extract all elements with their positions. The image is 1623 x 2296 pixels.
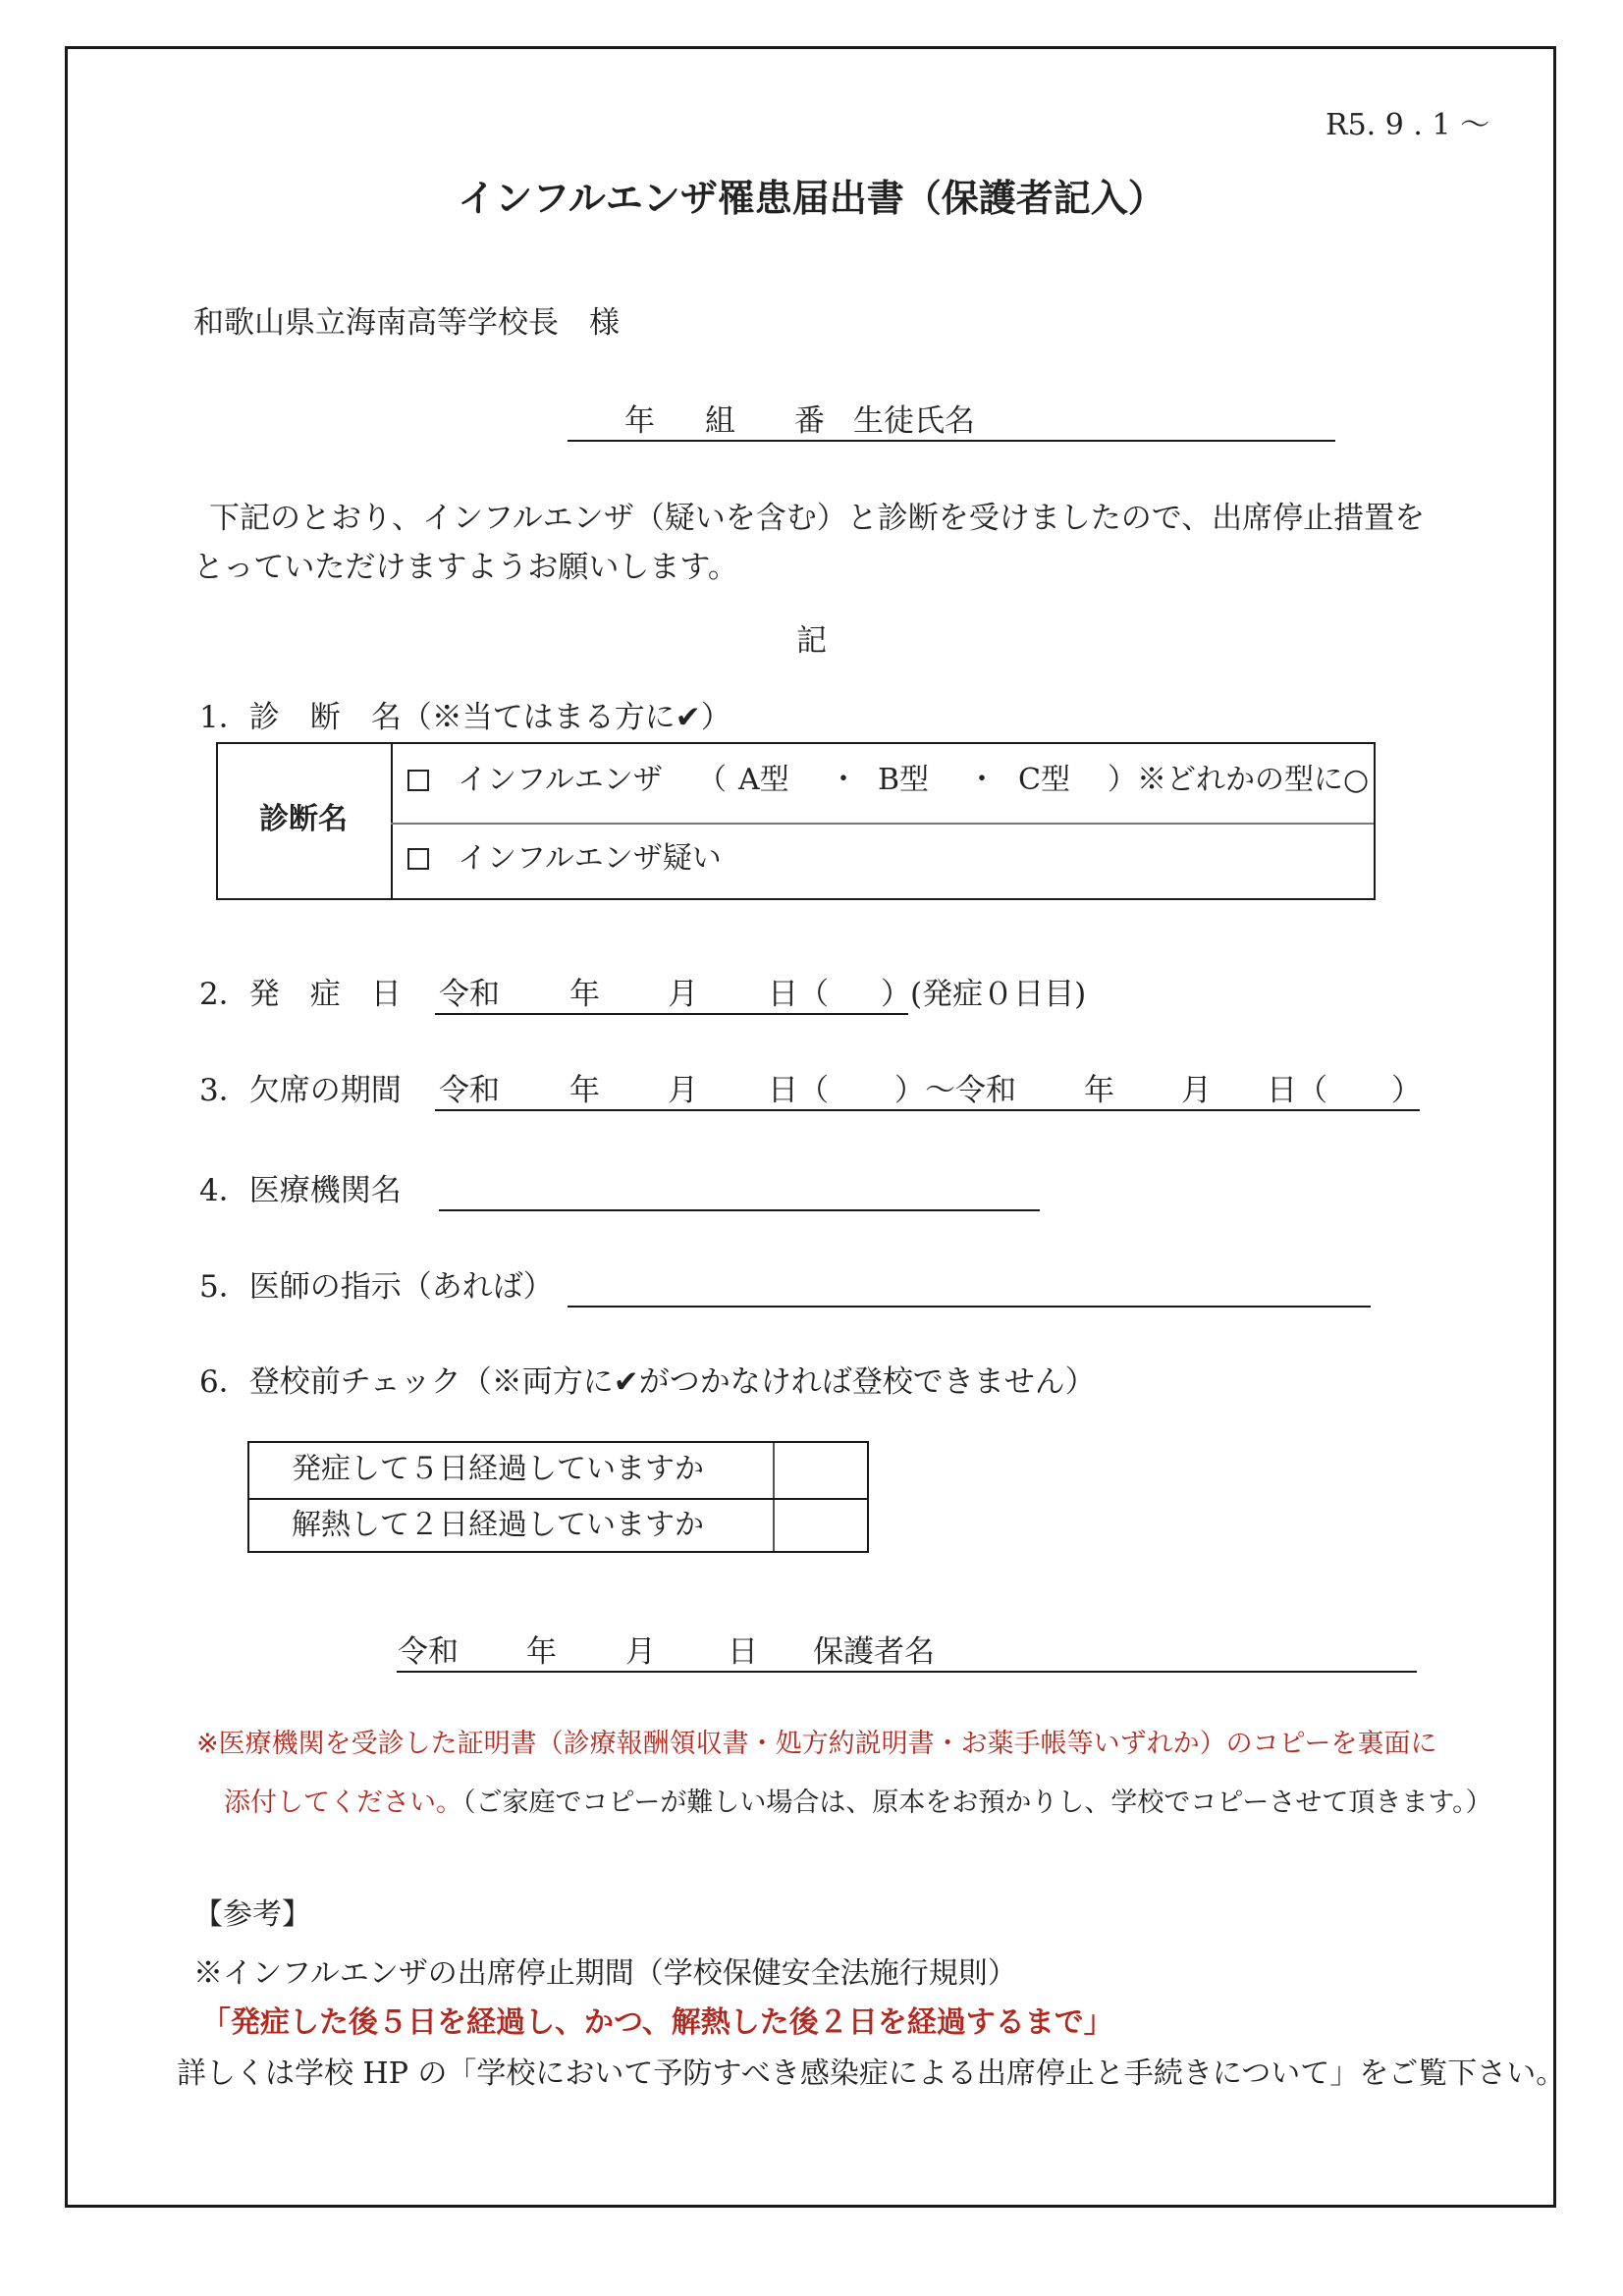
reference-period: ※インフルエンザの出席停止期間（学校保健安全法施行規則） <box>193 1956 1017 1991</box>
onset-heading: 2．発 症 日 <box>199 977 402 1012</box>
type-close-paren: ） <box>1108 763 1137 797</box>
doctor-instruction-heading: 5．医師の指示（あれば） <box>199 1269 554 1305</box>
type-b-option[interactable]: B型 <box>878 763 930 797</box>
guardian-name-label: 保護者名 <box>813 1634 935 1670</box>
medical-institution-field[interactable] <box>439 1209 1040 1211</box>
precheck-row-divider <box>249 1498 867 1500</box>
onset-reiwa: 令和 <box>439 977 500 1012</box>
absence-period-field[interactable] <box>435 1109 1420 1111</box>
precheck-row-2-label: 解熱して２日経過していますか <box>292 1508 704 1542</box>
absence-reiwa: 令和 <box>439 1073 500 1108</box>
precheck-row-1-checkbox[interactable] <box>776 1445 866 1494</box>
student-number-label: 番 <box>794 403 825 439</box>
absence-heading: 3．欠席の期間 <box>199 1073 402 1108</box>
signature-month: 月 <box>625 1634 656 1670</box>
version-label: R5. 9 . 1 〜 <box>1325 108 1490 142</box>
absence-close-paren: ） <box>1391 1073 1422 1108</box>
absence-month: 月 <box>668 1073 698 1108</box>
type-a-option[interactable]: A型 <box>738 763 789 797</box>
intro-line-2: とっていただけますようお願いします。 <box>193 550 738 585</box>
absence-day: 日（ <box>768 1073 829 1108</box>
suspected-influenza-checkbox[interactable] <box>407 848 429 870</box>
medical-institution-heading: 4．医療機関名 <box>199 1173 402 1208</box>
guardian-name-field[interactable] <box>397 1671 1417 1673</box>
addressee: 和歌山県立海南高等学校長 様 <box>193 305 620 341</box>
signature-reiwa: 令和 <box>398 1634 459 1670</box>
type-open-paren: （ <box>697 763 727 797</box>
notice-attach-text: 添付してください。 <box>224 1788 462 1818</box>
reference-details: 詳しくは学校 HP の「学校において予防すべき感染症による出席停止と手続きについて」をご覧下さい。 <box>177 2056 1566 2091</box>
onset-day: 日（ <box>768 977 829 1012</box>
notice-line-1: ※医療機関を受診した証明書（診療報酬領収書・処方約説明書・お薬手帳等いずれか）のコピーを裏面に <box>196 1729 1437 1759</box>
doctor-instruction-field[interactable] <box>568 1306 1371 1308</box>
diagnosis-row-divider <box>391 823 1374 825</box>
diagnosis-table-label: 診断名 <box>259 802 348 836</box>
signature-year: 年 <box>526 1634 557 1670</box>
diagnosis-option-1[interactable] <box>407 766 429 795</box>
influenza-checkbox[interactable] <box>407 770 429 791</box>
intro-line-1: 下記のとおり、インフルエンザ（疑いを含む）と診断を受けましたので、出席停止措置を <box>209 501 1426 536</box>
suspected-influenza-label: インフルエンザ疑い <box>458 841 722 876</box>
absence-year-2: 年 <box>1084 1073 1114 1108</box>
reference-heading: 【参考】 <box>193 1897 311 1932</box>
diagnosis-heading: 1．診 断 名（※当てはまる方に✔） <box>199 700 731 735</box>
absence-day-2: 日（ <box>1267 1073 1327 1108</box>
student-class-label: 組 <box>705 403 735 439</box>
notice-copy-note: （ご家庭でコピーが難しい場合は、原本をお預かりし、学校でコピーさせて頂きます。） <box>462 1788 1492 1818</box>
student-name-field[interactable] <box>568 440 1335 442</box>
precheck-row-1-label: 発症して５日経過していますか <box>292 1452 704 1486</box>
absence-to-reiwa: ）〜令和 <box>894 1073 1016 1108</box>
absence-year: 年 <box>569 1073 600 1108</box>
type-circle-note: ※どれかの型に○ <box>1137 763 1370 797</box>
signature-day: 日 <box>728 1634 758 1670</box>
absence-month-2: 月 <box>1181 1073 1212 1108</box>
onset-month: 月 <box>668 977 698 1012</box>
precheck-heading: 6．登校前チェック（※両方に✔がつかなければ登校できません） <box>199 1364 1096 1400</box>
student-year-label: 年 <box>624 403 655 439</box>
type-separator-1: ・ <box>829 763 858 797</box>
onset-close-paren: ） <box>881 977 911 1012</box>
diagnosis-option-2[interactable] <box>407 844 429 874</box>
ki-heading: 記 <box>796 623 827 659</box>
reference-rule: 「発症した後５日を経過し、かつ、解熱した後２日を経過するまで」 <box>201 2005 1113 2040</box>
precheck-row-2-checkbox[interactable] <box>776 1501 866 1550</box>
diagnosis-table-divider <box>391 744 393 898</box>
form-title: インフルエンザ罹患届出書（保護者記入） <box>458 176 1165 220</box>
onset-year: 年 <box>569 977 600 1012</box>
notice-line-2 <box>224 1789 1492 1816</box>
onset-date-field[interactable] <box>435 1013 908 1015</box>
type-separator-2: ・ <box>967 763 997 797</box>
onset-note: (発症０日目) <box>910 977 1087 1012</box>
type-c-option[interactable]: C型 <box>1018 763 1070 797</box>
student-name-label: 生徒氏名 <box>853 403 975 439</box>
influenza-label: インフルエンザ <box>458 763 663 797</box>
precheck-column-divider <box>773 1443 775 1551</box>
page-border <box>65 46 1556 2208</box>
